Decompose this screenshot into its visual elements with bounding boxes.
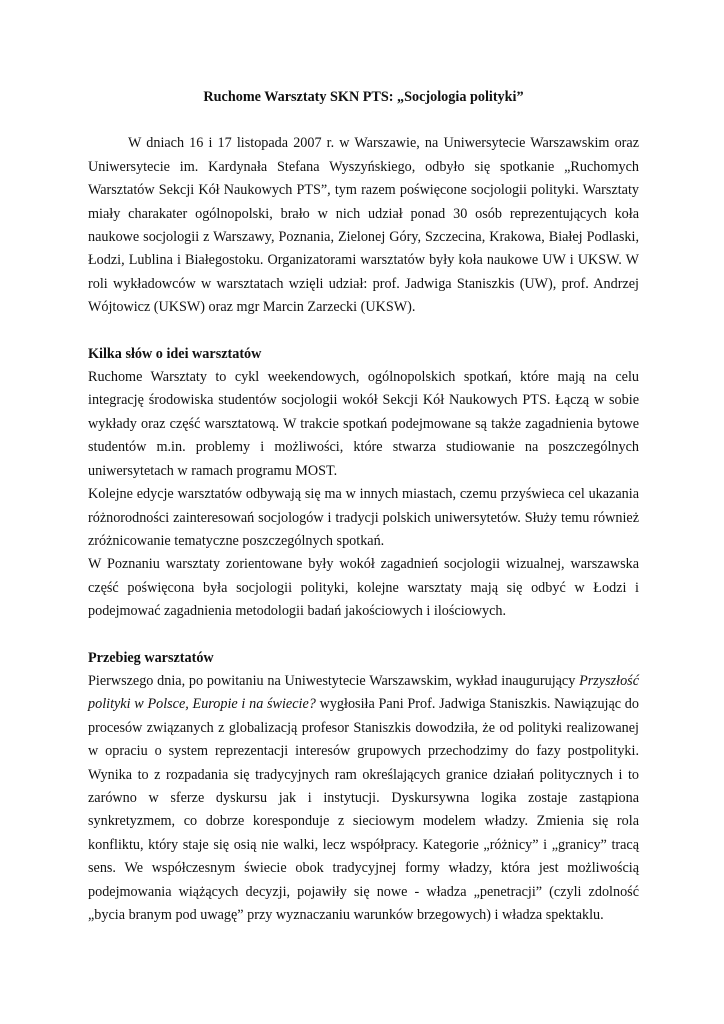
section-heading-course: Przebieg warsztatów <box>88 649 214 666</box>
idea-paragraph-2: Kolejne edycje warsztatów odbywają się ma w innych miastach, czemu przyświeca cel ukazania różnorodności zainteresowań socjologów i tradycji polskich uniwersytetów. Służy temu również zróżnicowanie tematyczne poszczególnych spotkań. <box>88 486 639 549</box>
section-heading-idea: Kilka słów o idei warsztatów <box>88 345 262 362</box>
lecture-title: Przyszłość polityki w Polsce, Europie i na świecie? <box>88 672 639 713</box>
spacer <box>88 320 639 343</box>
intro-paragraph: W dniach 16 i 17 listopada 2007 r. w Warszawie, na Uniwersytecie Warszawskim oraz Uniwersytecie im. Kardynała Stefana Wyszyńskiego, odbyło się spotkanie „Ruchomych Warsztatów Sekcji Kół Naukowych PTS”, tym razem poświęcone socjologii polityki. Warsztaty miały charakater ogólnopolski, brało w nich udział ponad 30 osób reprezentujących koła naukowe socjologii z Warszawy, Poznania, Zielonej Góry, Szczecina, Krakowa, Białej Podlaski, Łodzi, Lublina i Białegostoku. Organizatorami warsztatów były koła naukowe UW i UKSW. W roli wykładowców w warsztatach wzięli udział: prof. Jadwiga Staniszkis (UW), prof. Andrzej Wójtowicz (UKSW) oraz mgr Marcin Zarzecki (UKSW). <box>88 135 639 316</box>
course-text-rest: wygłosiła Pani Prof. Jadwiga Staniszkis. Nawiązując do procesów związanych z globalizacją profesor Staniszkis dowodziła, że od polityki realizowanej w opraciu o system reprezentacji interesów grupowych przechodzimy do fazy postpolityki. Wynika to z rozpadania się tradycyjnych ram określających granice działań politycznych i to zarówno w sferze dyskursu jak i instytucji. Dyskursywna logika zostaje zastąpiona synkretyzmem, co dobrze koresponduje z sieciowym modelem władzy. Zmienia się rola konfliktu, który staje się osią nie walki, lecz współpracy. Kategorie „różnicy” i „granicy” tracą sens. We współczesnym świecie obok tradycyjnej formy władzy, która jest możliwością podejmowania wiążących decyzji, pojawiły się nowe - władza „penetracji” (czyli zdolność „bycia branym pod uwagę” przy wyznaczaniu warunków brzegowych) i władza spektaklu. <box>88 696 639 923</box>
idea-paragraph-3: W Poznaniu warsztaty zorientowane były wokół zagadnień socjologii wizualnej, warszawska część poświęcona była socjologii polityki, kolejne warsztaty mają się odbyć w Łodzi i podejmować zagadnienia metodologii badań jakościowych i ilościowych. <box>88 556 639 620</box>
course-text-start: Pierwszego dnia, po powitaniu na Uniwestytecie Warszawskim, wykład inaugurujący <box>88 672 580 689</box>
idea-paragraph-1: Ruchome Warsztaty to cykl weekendowych, ogólnopolskich spotkań, które mają na celu integrację środowiska studentów socjologii wokół Sekcji Kół Naukowych PTS. Łączą w sobie wykłady oraz część warsztatową. W trakcie spotkań podejmowane są także zagadnienia bytowe studentów m.in. problemy i możliwości, które stwarza studiowanie na poszczególnych uniwersytetach w ramach programu MOST. <box>88 369 639 479</box>
document-title: Ruchome Warsztaty SKN PTS: „Socjologia polityki” <box>203 89 524 105</box>
course-paragraph <box>88 670 639 927</box>
spacer <box>88 624 639 647</box>
document-page <box>88 86 639 927</box>
